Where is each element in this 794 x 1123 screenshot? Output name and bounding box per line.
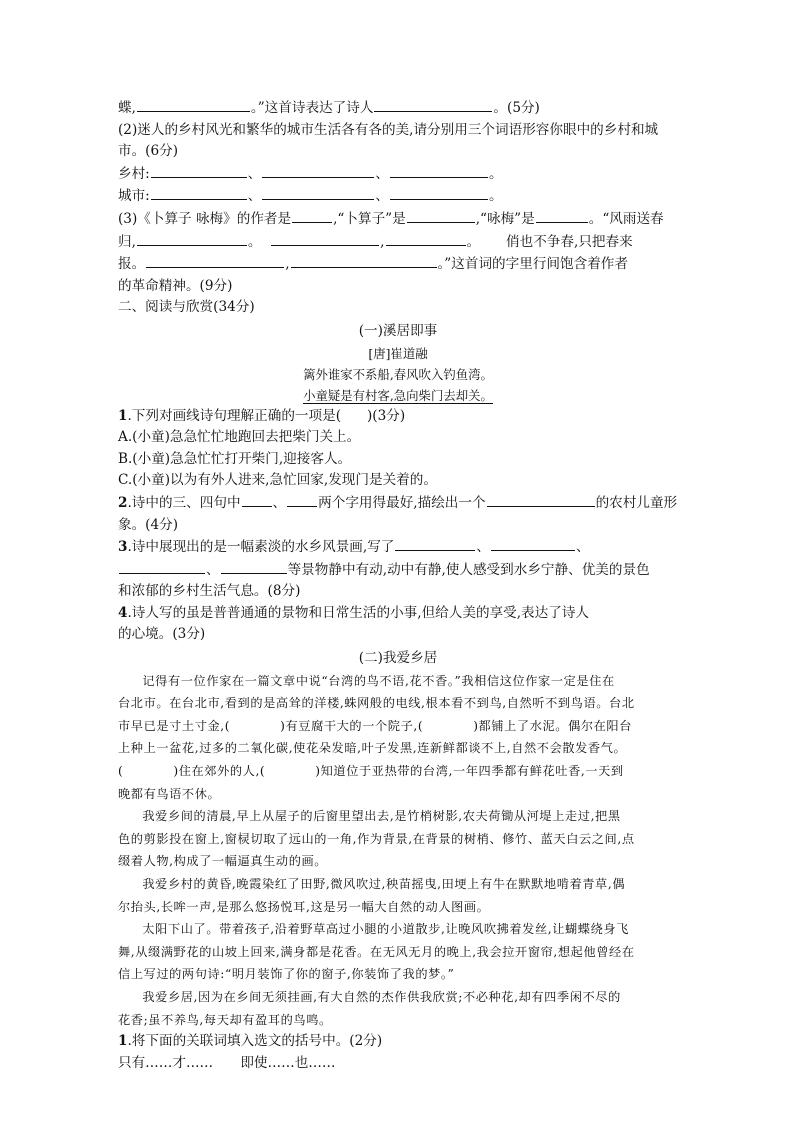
q3-text: 报。 <box>118 256 146 273</box>
question-text: .将下面的关联词填入选文的括号中。(2分) <box>127 1033 383 1050</box>
answer-blank[interactable] <box>395 536 475 551</box>
underlined-poem-line: 小童疑是有村客,急向柴门去却关。 <box>303 387 493 403</box>
answer-blank[interactable] <box>137 231 247 246</box>
poem-q4-cont: 的心境。(3分) <box>118 626 206 643</box>
separator: 、 <box>375 165 389 182</box>
q3-text: 。”这首词的字里行间饱含着作者 <box>437 256 628 273</box>
question-number: 4 <box>118 604 128 621</box>
answer-blank[interactable] <box>407 208 475 223</box>
q3-line1 <box>118 208 678 231</box>
passage-line: 上种上一盆花,过多的二氧化碳,使花朵发暗,叶子发黑,连新鲜都谈不上,自然不会散发香气。 <box>118 741 627 756</box>
passage-line: 台北市。在台北市,看到的是高耸的洋楼,蛛网般的电线,根本看不到鸟,自然听不到鸟语。台北 <box>118 696 635 711</box>
passage-line: 花香;虽不养鸟,每天却有盈耳的鸟鸣。 <box>118 1012 332 1027</box>
passage-line: 我爱乡村的黄昏,晚霞染红了田野,微风吹过,秧苗摇曳,田埂上有牛在默默地啃着青草,偶 <box>142 877 626 891</box>
answer-blank[interactable] <box>262 163 374 178</box>
separator: 、 <box>247 165 262 182</box>
passage-line: 色的剪影投在窗上,窗棂切取了远山的一角,作为背景,在背景的树梢、修竹、蓝天白云之间,点 <box>118 831 635 846</box>
passage-text: )都铺上了水泥。偶尔在阳台 <box>473 718 633 733</box>
passage-line: 信上写过的两句诗:“明月装饰了你的窗子,你装饰了我的梦。” <box>118 967 455 982</box>
poem-line-1: 篱外谁家不系船,春风吹入钓鱼湾。 <box>303 366 493 382</box>
q3-text: 。“风雨送春 <box>588 210 664 227</box>
period: 。 <box>488 165 503 182</box>
poem-title: (一)溪居即事 <box>358 322 438 339</box>
period: 。 <box>488 188 503 205</box>
question-text: .下列对画线诗句理解正确的一项是( <box>127 407 341 424</box>
question-text: 、 <box>272 494 287 511</box>
poem-q3 <box>118 536 678 559</box>
answer-blank[interactable] <box>146 253 284 268</box>
q3-text: 归, <box>118 233 136 250</box>
passage-body <box>118 670 678 1032</box>
passage-line: 记得有一位作家在一篇文章中说“台湾的鸟不语,花不香。”我相信这位作家一定是住在 <box>142 673 615 688</box>
passage-line: 太阳下山了。带着孩子,沿着野草高过小腿的小道散步,让晚风吹拂着发丝,让蝴蝶绕身飞 <box>142 922 629 937</box>
answer-blank[interactable] <box>390 163 488 178</box>
poem-q1 <box>118 406 678 428</box>
passage-text: ( <box>118 764 124 779</box>
q3-line2: 归, 。 , 。 俏也不争春,只把春来 <box>118 231 678 254</box>
question-text: 、 <box>576 539 590 556</box>
passage-title: (二)我爱乡居 <box>358 650 438 667</box>
passage-line: 尔抬头,长哞一声,是那么悠扬悦耳,这是另一幅大自然的动人图画。 <box>118 899 490 914</box>
option-c[interactable]: C.(小童)以为有外人进来,急忙回家,发现门是关着的。 <box>118 472 437 489</box>
answer-blank[interactable] <box>536 208 588 223</box>
question-text: 、 <box>206 561 220 578</box>
question-number: 1 <box>118 1033 128 1050</box>
question-number: 3 <box>118 539 128 556</box>
answer-blank[interactable] <box>287 492 317 507</box>
poem-q3-cont2: 和浓郁的乡村生活气息。(8分) <box>118 583 301 600</box>
question-text: .诗中的三、四句中 <box>127 494 241 511</box>
q1-post: 。(5分) <box>493 100 540 116</box>
answer-blank[interactable] <box>262 185 374 200</box>
question-text: )(3分) <box>367 407 406 424</box>
question-text: .诗人写的虽是普普通通的景物和日常生活的小事,但给人美的享受,表达了诗人 <box>127 604 590 621</box>
q1-mid: 。”这首诗表达了诗人 <box>250 100 374 116</box>
poem-author: [唐]崔道融 <box>368 345 428 361</box>
answer-blank[interactable] <box>242 492 272 507</box>
q1-line <box>118 97 678 120</box>
answer-blank[interactable] <box>374 97 492 112</box>
answer-blank[interactable] <box>390 185 488 200</box>
answer-blank[interactable] <box>151 185 247 200</box>
city-label: 城市: <box>118 188 150 205</box>
passage-line: 我爱乡间的清晨,早上从屋子的后窗里望出去,是竹梢树影,农夫荷锄从河堤上走过,把黑 <box>142 809 621 824</box>
question-text: 、 <box>476 539 490 556</box>
passage-line: 晚都有鸟语不休。 <box>118 786 221 801</box>
separator: 、 <box>247 188 262 205</box>
question-text: .诗中展现出的是一幅素淡的水乡风景画,写了 <box>127 539 395 556</box>
passage-line <box>118 715 678 738</box>
option-a[interactable]: A.(小童)急急忙忙地跑回去把柴门关上。 <box>118 429 361 446</box>
q3-text: ,“咏梅”是 <box>475 210 535 227</box>
poem-q4 <box>118 603 678 625</box>
village-label: 乡村: <box>118 165 150 182</box>
option-b[interactable]: B.(小童)急急忙忙打开柴门,迎接客人。 <box>118 450 352 467</box>
q2-text-a: (2)迷人的乡村风光和繁华的城市生活各有各的美,请分别用三个词语形容你眼中的乡村和城 <box>118 121 659 138</box>
passage-text: )有豆腐干大的一个院子,( <box>280 718 424 733</box>
question-number: 1 <box>118 407 128 424</box>
answer-blank[interactable] <box>221 559 287 574</box>
q3-line3 <box>118 253 678 276</box>
answer-blank[interactable] <box>119 559 205 574</box>
poem-q2 <box>118 492 678 515</box>
q1-pre: 蝶, <box>118 100 136 116</box>
answer-blank[interactable] <box>292 208 332 223</box>
poem-line-2 <box>118 385 678 406</box>
q3-text: ,“卜算子”是 <box>333 210 406 227</box>
separator: 、 <box>375 188 389 205</box>
q2-text-b: 市。(6分) <box>118 143 179 160</box>
passage-line: 舞,从缀满野花的山坡上回来,满身都是花香。在无风无月的晚上,我会拉开窗帘,想起他曾经在 <box>118 944 635 959</box>
passage-text: )知道位于亚热带的台湾,一年四季都有鲜花吐香,一天到 <box>315 764 624 779</box>
answer-blank[interactable] <box>491 536 575 551</box>
section-heading: 二、阅读与欣赏(34分) <box>118 299 255 316</box>
page-content <box>118 97 678 1074</box>
passage-line: 我爱乡居,因为在乡间无须挂画,有大自然的杰作供我欣赏;不必种花,却有四季闲不尽的 <box>142 989 621 1004</box>
q3-text: 。 <box>247 233 262 250</box>
q3-text: 俏也不争春,只把春来 <box>506 233 633 250</box>
village-row <box>118 163 678 186</box>
q3-text: (3)《卜算子 咏梅》的作者是 <box>118 210 292 227</box>
q3-text: , <box>285 256 290 273</box>
passage-text: 市早已是寸土寸金,( <box>118 718 231 733</box>
question-number: 2 <box>118 494 128 511</box>
city-row <box>118 185 678 208</box>
answer-blank[interactable] <box>271 231 379 246</box>
poem-q3-cont <box>118 559 678 582</box>
answer-blank[interactable] <box>151 163 247 178</box>
answer-blank[interactable] <box>291 253 437 268</box>
answer-blank[interactable] <box>386 231 466 246</box>
question-text: 的农村儿童形 <box>595 494 678 511</box>
conjunction-choices: 只有……才…… 即使……也…… <box>118 1054 336 1071</box>
answer-blank[interactable] <box>487 492 595 507</box>
passage-q1 <box>118 1031 678 1053</box>
passage-text: )住在郊外的人,( <box>173 764 266 779</box>
answer-blank[interactable] <box>137 97 250 112</box>
passage-line: 缀着人物,构成了一幅逼真生动的画。 <box>118 854 328 869</box>
passage-line <box>118 760 678 783</box>
poem-q2-cont: 象。(4分) <box>118 516 179 533</box>
question-text: 等景物静中有动,动中有静,使人感受到水乡宁静、优美的景色 <box>287 561 650 578</box>
question-text: 两个字用得最好,描绘出一个 <box>318 494 486 511</box>
q3-line4: 的革命精神。(9分) <box>118 277 233 294</box>
